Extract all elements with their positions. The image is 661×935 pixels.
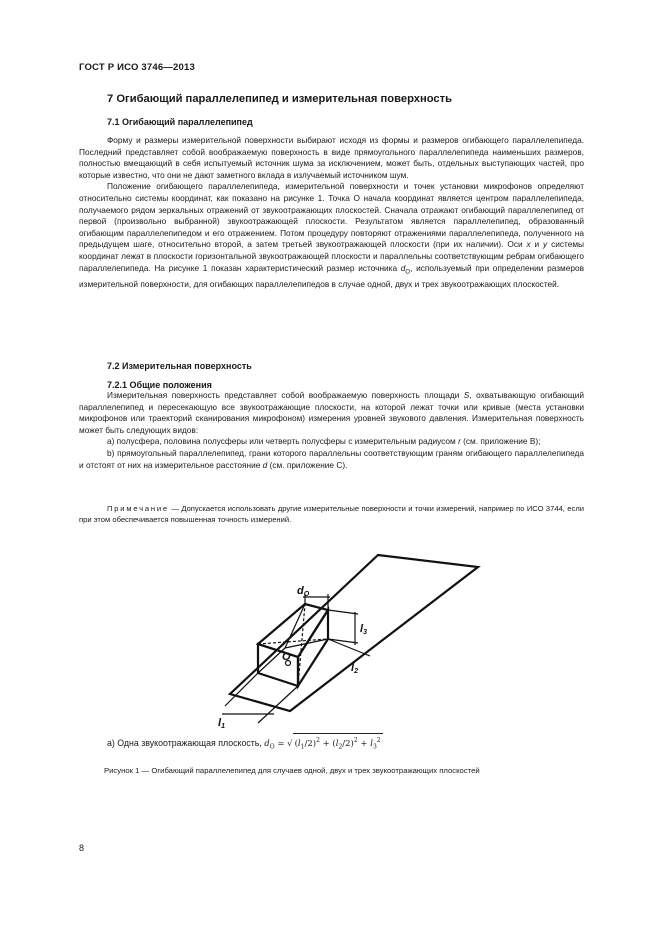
section-7-title: 7 Огибающий параллелепипед и измерительная поверхность [107,93,453,105]
figure-caption: Рисунок 1 — Огибающий параллелепипед для случаев одной, двух и трех звукоотражающих плоскостей [104,766,480,775]
list-item-b [79,448,584,471]
label-origin: O [282,651,291,663]
paragraph-7-1-1: Форму и размеры измерительной поверхности выбирают исходя из формы и размеров огибающего параллелепипеда. Последний представляет собой воображаемую поверхность в виде прямоугольного параллелепипеда наименьших размеров, полностью вмещающий в себя испытуемый источник шума за исключением, может быть, отдельных выступающих частей, про которые известно, что они не дают заметного вклада в излучаемый источником шум. [79,135,584,180]
dim-ext-line [328,610,358,614]
note-text: — Допускается использовать другие измерительные поверхности и точки измерений, например по ИСО 3744, если при этом обеспечивается повышенная точность измерений. [79,504,584,524]
text-run: , используемый при определении размеров измерительной поверхности, для огибающих параллелепипедов в случае одной, двух и трех звукоотражающих плоскостей. [79,262,584,289]
section-7-1-body [79,135,584,290]
symbol-s: S [463,390,470,400]
sqrt-sign: √ [287,739,293,749]
label-d0: dO [297,585,310,598]
note-label: Примечание [107,504,169,513]
subcaption-text: а) Одна звукоотражающая плоскость, [107,738,262,748]
label-l2: l2 [351,662,358,675]
axis-x: x [526,239,531,250]
axis-y: y [543,239,548,250]
symbol-d: d [400,262,406,273]
section-7-1-title: 7.1 Огибающий параллелепипед [107,117,253,127]
text-run: (см. приложение C). [267,459,348,470]
text-run: системы координат лежат в плоскости горизонтальной звукоотражающей плоскости и параллельны соответствующим ребрам огибающего параллелепипеда. На рисунке 1 показан характеристический размер источника [79,239,585,273]
text-run: , охватывающую огибающий параллелепипед и пересекающую все звукоотражающие плоскости, на которой лежат точки или кривые (места установки микрофонов или траекторий сканирования микрофоном) измерения уровней звукового давления. Измерительная поверхность может быть следующих видов: [79,390,584,435]
sqrt-body: $(l_1/2)^2 + (l_2/2)^2 + l_3^2$ [293,733,383,754]
text-run: (см. приложение B); [460,436,541,447]
symbol-r: r [458,436,461,447]
hidden-edge [285,639,328,648]
section-7-2-1-body [79,390,584,471]
text-run: b) прямоугольный параллелепипед, грани которого параллельны соответствующим граням огибающего параллелепипеда и отстоят от них на измерительное расстояние [79,447,584,470]
box-side-face [298,610,328,686]
page-number: 8 [79,843,85,853]
symbol-d-sub: O [405,269,411,276]
note [79,504,584,525]
paragraph-7-2-1 [79,390,584,436]
symbol-d: d [262,459,268,470]
list-item-a [79,436,584,448]
reflecting-plane [230,555,478,711]
formula-d0: $d_O$ = √ $(l_1/2)^2 + (l_2/2)^2 + l_3^2$ [264,739,382,749]
text-run: Положение огибающего параллелепипеда, измерительной поверхности и точек установки микрофонов определяют относительно системы координат, как показано на рисунке 1. Точка O начала координат является центром параллелепипеда, получаемого рядом зеркальных отражений от звукоотражающих плоскостей. Сначала отражают огибающий параллелепипед от первой (произвольно выбранной) звукоотражающей плоскости. Результатом является параллелепипед, образованный огибающим параллелепипедом и его отражением. Потом процедуру повторяют отражениями параллелепипеда, полученного на предыдущем шаге, относительно второй, а затем третьей звукоотражающей плоскости (при их наличии). Оси [79,181,584,250]
paragraph-7-1-2 [79,181,584,290]
figure-subcaption [107,732,383,759]
hidden-edge [258,648,285,673]
text-run: a) полусфера, половина полусферы или четверть полусферы с измерительным радиусом [107,436,459,447]
text-run: и [530,239,544,250]
label-l3: l3 [360,623,367,636]
figure-1-drawing [200,548,500,733]
text-run: Измерительная поверхность представляет собой воображаемую поверхность площади [107,390,464,400]
standard-header: ГОСТ Р ИСО 3746—2013 [79,62,195,73]
label-l1: l1 [218,717,225,730]
section-7-2-1-title: 7.2.1 Общие положения [107,380,212,390]
section-7-2-title: 7.2 Измерительная поверхность [107,361,252,371]
